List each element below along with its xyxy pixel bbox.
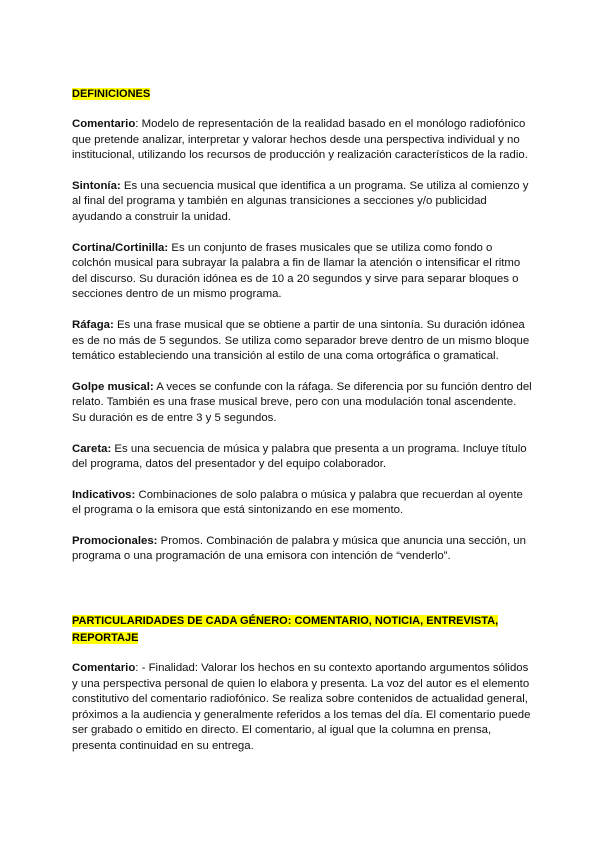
section-heading-text: DEFINICIONES — [72, 88, 151, 100]
section-heading-text: PARTICULARIDADES DE CADA GÉNERO: COMENTARIO, NOTICIA, ENTREVISTA, REPORTAJE — [72, 615, 499, 645]
definition-term: Indicativos: — [72, 488, 136, 501]
definition-careta — [72, 442, 532, 473]
definition-term: Golpe musical: — [72, 380, 154, 393]
definition-term: Cortina/Cortinilla: — [72, 241, 169, 254]
definition-text: Combinaciones de solo palabra o música y palabra que recuerdan al oyente el programa o la emisora que está sintonizando en ese momento. — [72, 488, 523, 517]
definition-rafaga — [72, 318, 532, 365]
section-heading-particularidades — [72, 613, 532, 647]
definition-comentario — [72, 117, 532, 164]
definition-indicativos — [72, 488, 532, 519]
genre-separator: : — [135, 662, 142, 675]
definition-term: Sintonía: — [72, 179, 121, 192]
definition-promocionales — [72, 534, 532, 565]
genre-comentario — [72, 661, 532, 755]
genre-text: - Finalidad: Valorar los hechos en su contexto aportando argumentos sólidos y una perspectiva personal de quien lo elabora y presenta. La voz del autor es el elemento constitutivo del comentario radiofónico. Se realiza sobre contenidos de actualidad general, próximos a la audiencia y generalmente referidos a los temas del día. El comentario puede ser grabado o emitido en directo. El comentario, al igual que la columna en prensa, presenta continuidad en su entrega. — [72, 662, 531, 753]
genre-term: Comentario — [72, 662, 136, 675]
definition-sintonia — [72, 179, 532, 226]
definition-term: Comentario — [72, 118, 136, 130]
definition-cortina — [72, 241, 532, 303]
definition-term: Ráfaga: — [72, 318, 114, 331]
definition-text: Es un conjunto de frases musicales que se utiliza como fondo o colchón musical para subrayar la palabra a fin de llamar la atención o intensificar el ritmo del discurso. Su duración idónea es de 10 a 20 segundos y sirve para separar bloques o secciones dentro de un mismo programa. — [72, 241, 521, 301]
definition-separator: : — [135, 118, 142, 130]
definition-text: Es una frase musical que se obtiene a partir de una sintonía. Su duración idónea es de no más de 5 segundos. Se utiliza como separador breve dentro de un mismo bloque temático estableciendo una transición al estilo de una coma ortográfica o gramatical. — [72, 318, 530, 363]
definition-text: A veces se confunde con la ráfaga. Se diferencia por su función dentro del relato. También es una frase musical breve, pero con una modulación tonal ascendente. Su duración es de entre 3 y 5 segundos. — [72, 380, 532, 424]
definition-text: Es una secuencia de música y palabra que presenta a un programa. Incluye título del programa, datos del presentador y del equipo colaborador. — [72, 442, 527, 471]
document-body — [72, 86, 532, 755]
definition-golpe-musical — [72, 380, 532, 427]
definition-term: Careta: — [72, 442, 112, 455]
definition-text: Promos. Combinación de palabra y música que anuncia una sección, un programa o una programación de una emisora con intención de “venderlo”. — [72, 534, 526, 563]
definition-term: Promocionales: — [72, 534, 158, 547]
section-heading-definiciones — [72, 86, 532, 103]
definition-text: Es una secuencia musical que identifica a un programa. Se utiliza al comienzo y al final del programa y también en algunas transiciones a secciones y/o publicidad ayudando a construir la unidad. — [72, 179, 529, 223]
definition-text: Modelo de representación de la realidad basado en el monólogo radiofónico que pretende analizar, interpretar y valorar hechos desde una perspectiva individual y no institucional, utilizando los recursos de producción y realización característicos de la radio. — [72, 118, 528, 162]
